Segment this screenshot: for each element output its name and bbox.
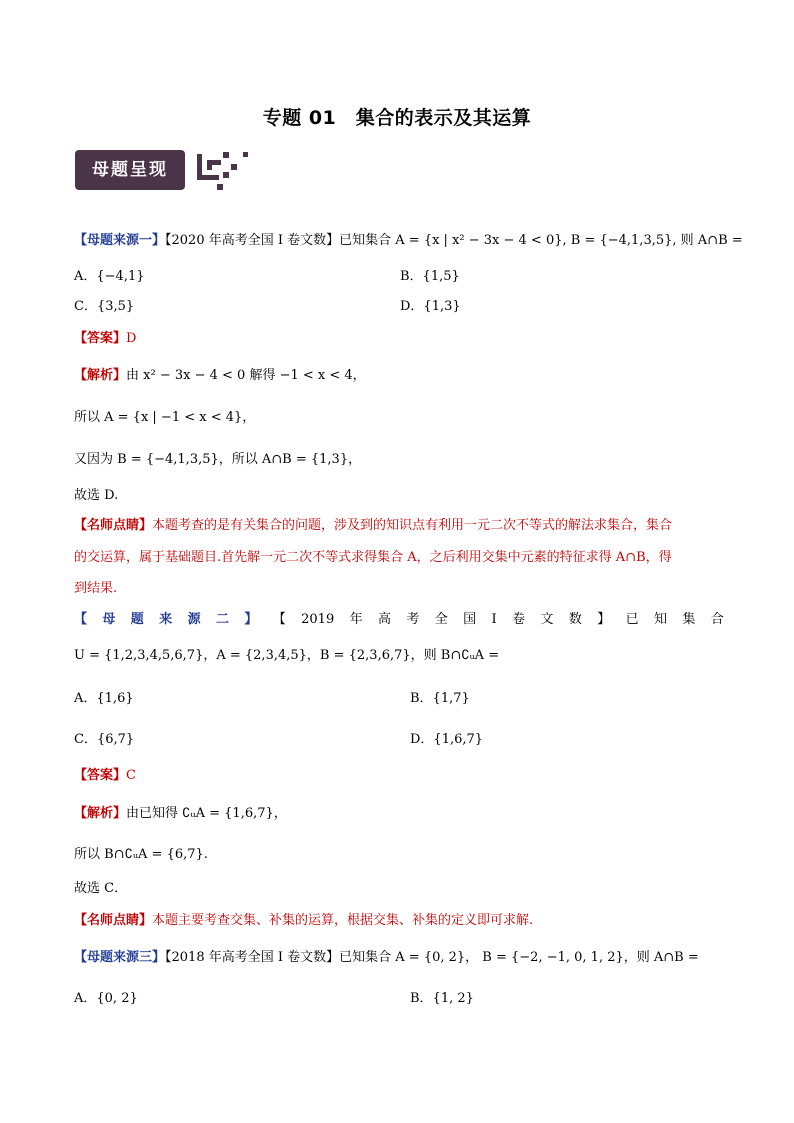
q2-char: 2019	[301, 612, 335, 627]
q1-option-c: C．{3,5}	[74, 299, 135, 314]
q1-options-row-1	[74, 267, 724, 287]
q1-options-row-2	[74, 297, 724, 317]
q2-char: 已	[625, 612, 639, 627]
q1-analysis-line-1	[74, 366, 724, 386]
q2-char: I	[491, 612, 497, 627]
q2-options-row-2	[74, 730, 724, 750]
q1-answer	[74, 329, 724, 349]
q1-stem-line	[74, 231, 743, 251]
q2-tips-text-1: 本题主要考查交集、补集的运算，根据交集、补集的定义即可求解.	[152, 913, 534, 928]
q1-tips-line-2: 的交运算，属于基础题目.首先解一元二次不等式求得集合 A，之后利用交集中元素的特征求得 A∩B，得	[74, 550, 672, 565]
q1-tips-tag: 【名师点睛】	[74, 518, 153, 533]
q1-analysis-line-3: 又因为 B = {−4,1,3,5}，所以 A∩B = {1,3}，	[74, 452, 362, 467]
q2-char: 题	[130, 612, 144, 627]
q1-source: 【2020 年高考全国 I 卷文数】	[165, 233, 340, 248]
q2-analysis-tag: 【解析】	[74, 806, 127, 821]
q2-char: 来	[159, 612, 173, 627]
q2-analysis-text-1: 由已知得 ∁ᵤA = {1,6,7}，	[126, 806, 287, 821]
q2-stem-line-1	[74, 610, 724, 630]
q1-analysis-line-4: 故选 D.	[74, 488, 119, 503]
q2-char: 文	[540, 612, 554, 627]
q3-tag: 【母题来源三】	[74, 950, 166, 965]
q2-answer	[74, 766, 724, 786]
q1-answer-tag: 【答案】	[74, 331, 127, 346]
badge-decoration-icon	[197, 150, 257, 194]
q1-stem: 已知集合 A = {x | x² − 3x − 4 < 0}, B = {−4,1,3,5}, 则 A∩B =	[339, 233, 743, 248]
q2-char: 集	[682, 612, 696, 627]
q2-option-c: C．{6,7}	[74, 732, 135, 747]
q1-tips-text-1: 本题考查的是有关集合的问题，涉及到的知识点有利用一元二次不等式的解法求集合，集合	[152, 518, 673, 533]
q1-tips-line-3: 到结果.	[74, 581, 118, 596]
q3-options-row-1	[74, 989, 724, 1009]
q2-char: 高	[377, 612, 391, 627]
q1-option-b: B．{1,5}	[400, 269, 460, 284]
q2-option-d: D．{1,6,7}	[410, 732, 484, 747]
q1-option-d: D．{1,3}	[400, 299, 461, 314]
q2-char: 卷	[512, 612, 526, 627]
q2-char: 全	[434, 612, 448, 627]
q2-option-b: B．{1,7}	[410, 691, 470, 706]
q1-analysis-tag: 【解析】	[74, 368, 127, 383]
badge-label: 母题呈现	[75, 150, 185, 190]
q2-analysis-line-3: 故选 C．	[74, 881, 128, 896]
q2-char: 考	[406, 612, 420, 627]
q2-char: 合	[710, 612, 724, 627]
q2-char: 源	[187, 612, 201, 627]
q1-analysis-text-1: 由 x² − 3x − 4 < 0 解得 −1 < x < 4，	[126, 368, 366, 383]
q2-char: 知	[654, 612, 668, 627]
q2-char: 【	[74, 612, 88, 627]
q3-source: 【2018 年高考全国 I 卷文数】	[165, 950, 340, 965]
page-title: 专题 01 集合的表示及其运算	[262, 107, 532, 129]
q1-option-a: A．{−4,1}	[74, 269, 145, 284]
q2-char: 】	[244, 612, 258, 627]
q3-stem-line	[74, 948, 724, 968]
q2-char: 【	[272, 612, 286, 627]
q2-analysis-line-2: 所以 B∩∁ᵤA = {6,7}.	[74, 847, 208, 862]
q2-char: 】	[597, 612, 611, 627]
q2-stem-line-2: U = {1,2,3,4,5,6,7}，A = {2,3,4,5}，B = {2,3,6,7}，则 B∩∁ᵤA =	[74, 648, 500, 663]
q2-char: 二	[215, 612, 229, 627]
q2-char: 母	[102, 612, 116, 627]
q2-tips-tag: 【名师点睛】	[74, 913, 153, 928]
q2-option-a: A．{1,6}	[74, 691, 134, 706]
q2-options-row-1	[74, 689, 724, 709]
q1-tag: 【母题来源一】	[74, 233, 166, 248]
q1-answer-value: D	[126, 331, 137, 346]
q2-tips-line-1	[74, 911, 724, 931]
q1-tips-line-1	[74, 516, 724, 536]
q2-char: 年	[349, 612, 363, 627]
q1-analysis-line-2: 所以 A = {x | −1 < x < 4}，	[74, 410, 256, 425]
q3-option-a: A．{0, 2}	[74, 991, 138, 1006]
q2-analysis-line-1	[74, 804, 724, 824]
q2-answer-tag: 【答案】	[74, 768, 127, 783]
q3-stem: 已知集合 A = {0, 2}， B = {−2, −1, 0, 1, 2}，则 A∩B =	[339, 950, 699, 965]
q3-option-b: B．{1, 2}	[410, 991, 474, 1006]
section-badge	[75, 150, 185, 190]
q2-answer-value: C	[126, 768, 136, 783]
q2-char: 数	[568, 612, 582, 627]
q2-char: 国	[463, 612, 477, 627]
